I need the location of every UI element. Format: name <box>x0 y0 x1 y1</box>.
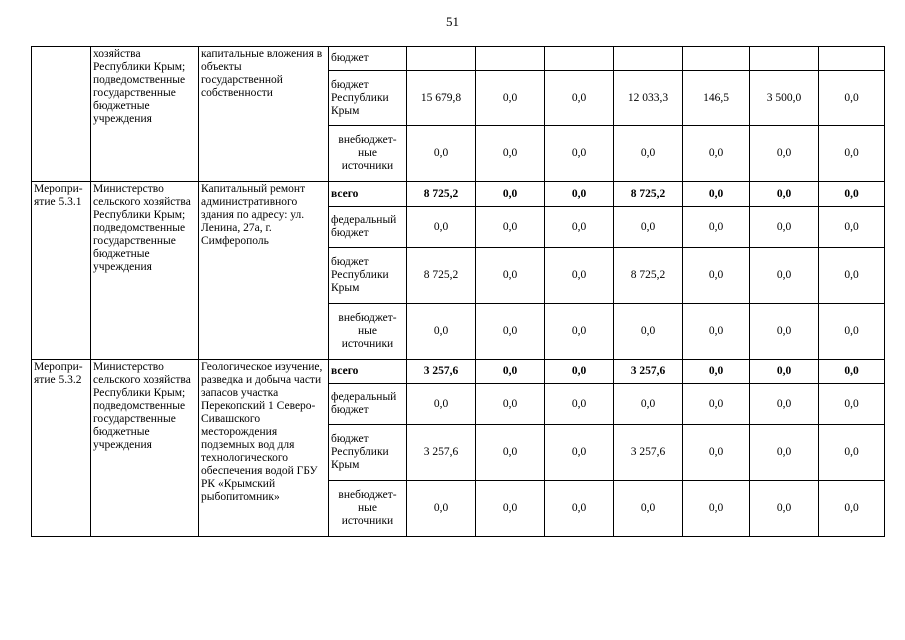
funding-source: внебюджет-ные источники <box>329 126 407 182</box>
amount-cell: 8 725,2 <box>407 182 476 207</box>
executor: хозяйства Республики Крым; подведомственные государственные бюджетные учреждения <box>91 47 199 182</box>
amount-cell <box>476 47 545 71</box>
amount-cell: 0,0 <box>614 126 683 182</box>
funding-source: бюджет <box>329 47 407 71</box>
amount-cell: 0,0 <box>683 481 750 537</box>
amount-cell: 0,0 <box>750 425 819 481</box>
amount-cell: 0,0 <box>683 384 750 425</box>
amount-cell: 0,0 <box>407 304 476 360</box>
amount-cell: 0,0 <box>476 182 545 207</box>
page-number: 51 <box>446 14 459 29</box>
amount-cell: 0,0 <box>750 248 819 304</box>
measure-code: Меропри-ятие 5.3.1 <box>32 182 91 360</box>
amount-cell: 0,0 <box>545 207 614 248</box>
amount-cell: 0,0 <box>476 384 545 425</box>
amount-cell: 0,0 <box>614 481 683 537</box>
measure-code: Меропри-ятие 5.3.2 <box>32 360 91 537</box>
amount-cell: 0,0 <box>750 384 819 425</box>
amount-cell: 3 500,0 <box>750 71 819 126</box>
amount-cell: 0,0 <box>683 248 750 304</box>
amount-cell: 0,0 <box>407 126 476 182</box>
amount-cell: 0,0 <box>476 207 545 248</box>
table-row <box>32 47 885 71</box>
funding-source: федеральный бюджет <box>329 384 407 425</box>
amount-cell: 0,0 <box>819 71 885 126</box>
measure-description: Геологическое изучение, разведка и добыча части запасов участка Перекопский 1 Северо-Сивашского месторождения подземных вод для технологического обеспечения водой ГБУ РК «Крымский рыбопитомник» <box>199 360 329 537</box>
amount-cell <box>819 47 885 71</box>
amount-cell: 0,0 <box>614 384 683 425</box>
amount-cell: 0,0 <box>819 304 885 360</box>
amount-cell: 3 257,6 <box>614 425 683 481</box>
amount-cell: 0,0 <box>407 384 476 425</box>
amount-cell: 0,0 <box>545 182 614 207</box>
measure-description: Капитальный ремонт административного здания по адресу: ул. Ленина, 27а, г. Симферополь <box>199 182 329 360</box>
amount-cell: 0,0 <box>819 182 885 207</box>
amount-cell: 0,0 <box>683 126 750 182</box>
amount-cell: 0,0 <box>819 248 885 304</box>
amount-cell: 0,0 <box>476 425 545 481</box>
amount-cell: 0,0 <box>819 360 885 384</box>
amount-cell: 0,0 <box>476 248 545 304</box>
funding-source: бюджет Республики Крым <box>329 425 407 481</box>
funding-source: внебюджет-ные источники <box>329 304 407 360</box>
amount-cell: 0,0 <box>683 360 750 384</box>
amount-cell: 0,0 <box>476 481 545 537</box>
amount-cell: 8 725,2 <box>614 248 683 304</box>
amount-cell: 0,0 <box>750 360 819 384</box>
amount-cell <box>407 47 476 71</box>
funding-source: всего <box>329 182 407 207</box>
amount-cell: 0,0 <box>545 481 614 537</box>
amount-cell: 0,0 <box>545 71 614 126</box>
amount-cell: 3 257,6 <box>614 360 683 384</box>
amount-cell: 0,0 <box>819 384 885 425</box>
executor: Министерство сельского хозяйства Республики Крым; подведомственные государственные бюджетные учреждения <box>91 182 199 360</box>
amount-cell <box>614 47 683 71</box>
amount-cell: 0,0 <box>750 126 819 182</box>
amount-cell: 15 679,8 <box>407 71 476 126</box>
amount-cell: 0,0 <box>750 304 819 360</box>
amount-cell: 0,0 <box>819 207 885 248</box>
amount-cell: 0,0 <box>545 304 614 360</box>
amount-cell: 0,0 <box>614 207 683 248</box>
executor: Министерство сельского хозяйства Республики Крым; подведомственные государственные бюджетные учреждения <box>91 360 199 537</box>
amount-cell: 0,0 <box>750 481 819 537</box>
amount-cell: 0,0 <box>545 126 614 182</box>
amount-cell: 0,0 <box>407 481 476 537</box>
amount-cell: 3 257,6 <box>407 425 476 481</box>
amount-cell: 0,0 <box>614 304 683 360</box>
amount-cell: 0,0 <box>750 207 819 248</box>
amount-cell: 8 725,2 <box>614 182 683 207</box>
amount-cell: 0,0 <box>683 304 750 360</box>
amount-cell: 0,0 <box>819 126 885 182</box>
amount-cell <box>545 47 614 71</box>
table-row <box>32 182 885 207</box>
amount-cell: 146,5 <box>683 71 750 126</box>
amount-cell: 0,0 <box>683 182 750 207</box>
amount-cell: 0,0 <box>819 481 885 537</box>
amount-cell: 0,0 <box>683 425 750 481</box>
table-body <box>32 47 885 537</box>
amount-cell: 0,0 <box>819 425 885 481</box>
amount-cell: 12 033,3 <box>614 71 683 126</box>
amount-cell: 0,0 <box>683 207 750 248</box>
measure-description: капитальные вложения в объекты государственной собственности <box>199 47 329 182</box>
funding-source: бюджет Республики Крым <box>329 248 407 304</box>
measure-code <box>32 47 91 182</box>
amount-cell: 0,0 <box>545 425 614 481</box>
amount-cell: 0,0 <box>545 360 614 384</box>
amount-cell <box>750 47 819 71</box>
funding-source: внебюджет-ные источники <box>329 481 407 537</box>
amount-cell: 0,0 <box>407 207 476 248</box>
amount-cell: 8 725,2 <box>407 248 476 304</box>
amount-cell: 0,0 <box>476 360 545 384</box>
amount-cell: 0,0 <box>545 248 614 304</box>
amount-cell: 0,0 <box>476 126 545 182</box>
funding-source: бюджет Республики Крым <box>329 71 407 126</box>
amount-cell: 0,0 <box>545 384 614 425</box>
table-row <box>32 360 885 384</box>
funding-source: федеральный бюджет <box>329 207 407 248</box>
amount-cell <box>683 47 750 71</box>
funding-source: всего <box>329 360 407 384</box>
amount-cell: 0,0 <box>750 182 819 207</box>
amount-cell: 0,0 <box>476 71 545 126</box>
budget-table <box>31 46 885 537</box>
amount-cell: 0,0 <box>476 304 545 360</box>
amount-cell: 3 257,6 <box>407 360 476 384</box>
